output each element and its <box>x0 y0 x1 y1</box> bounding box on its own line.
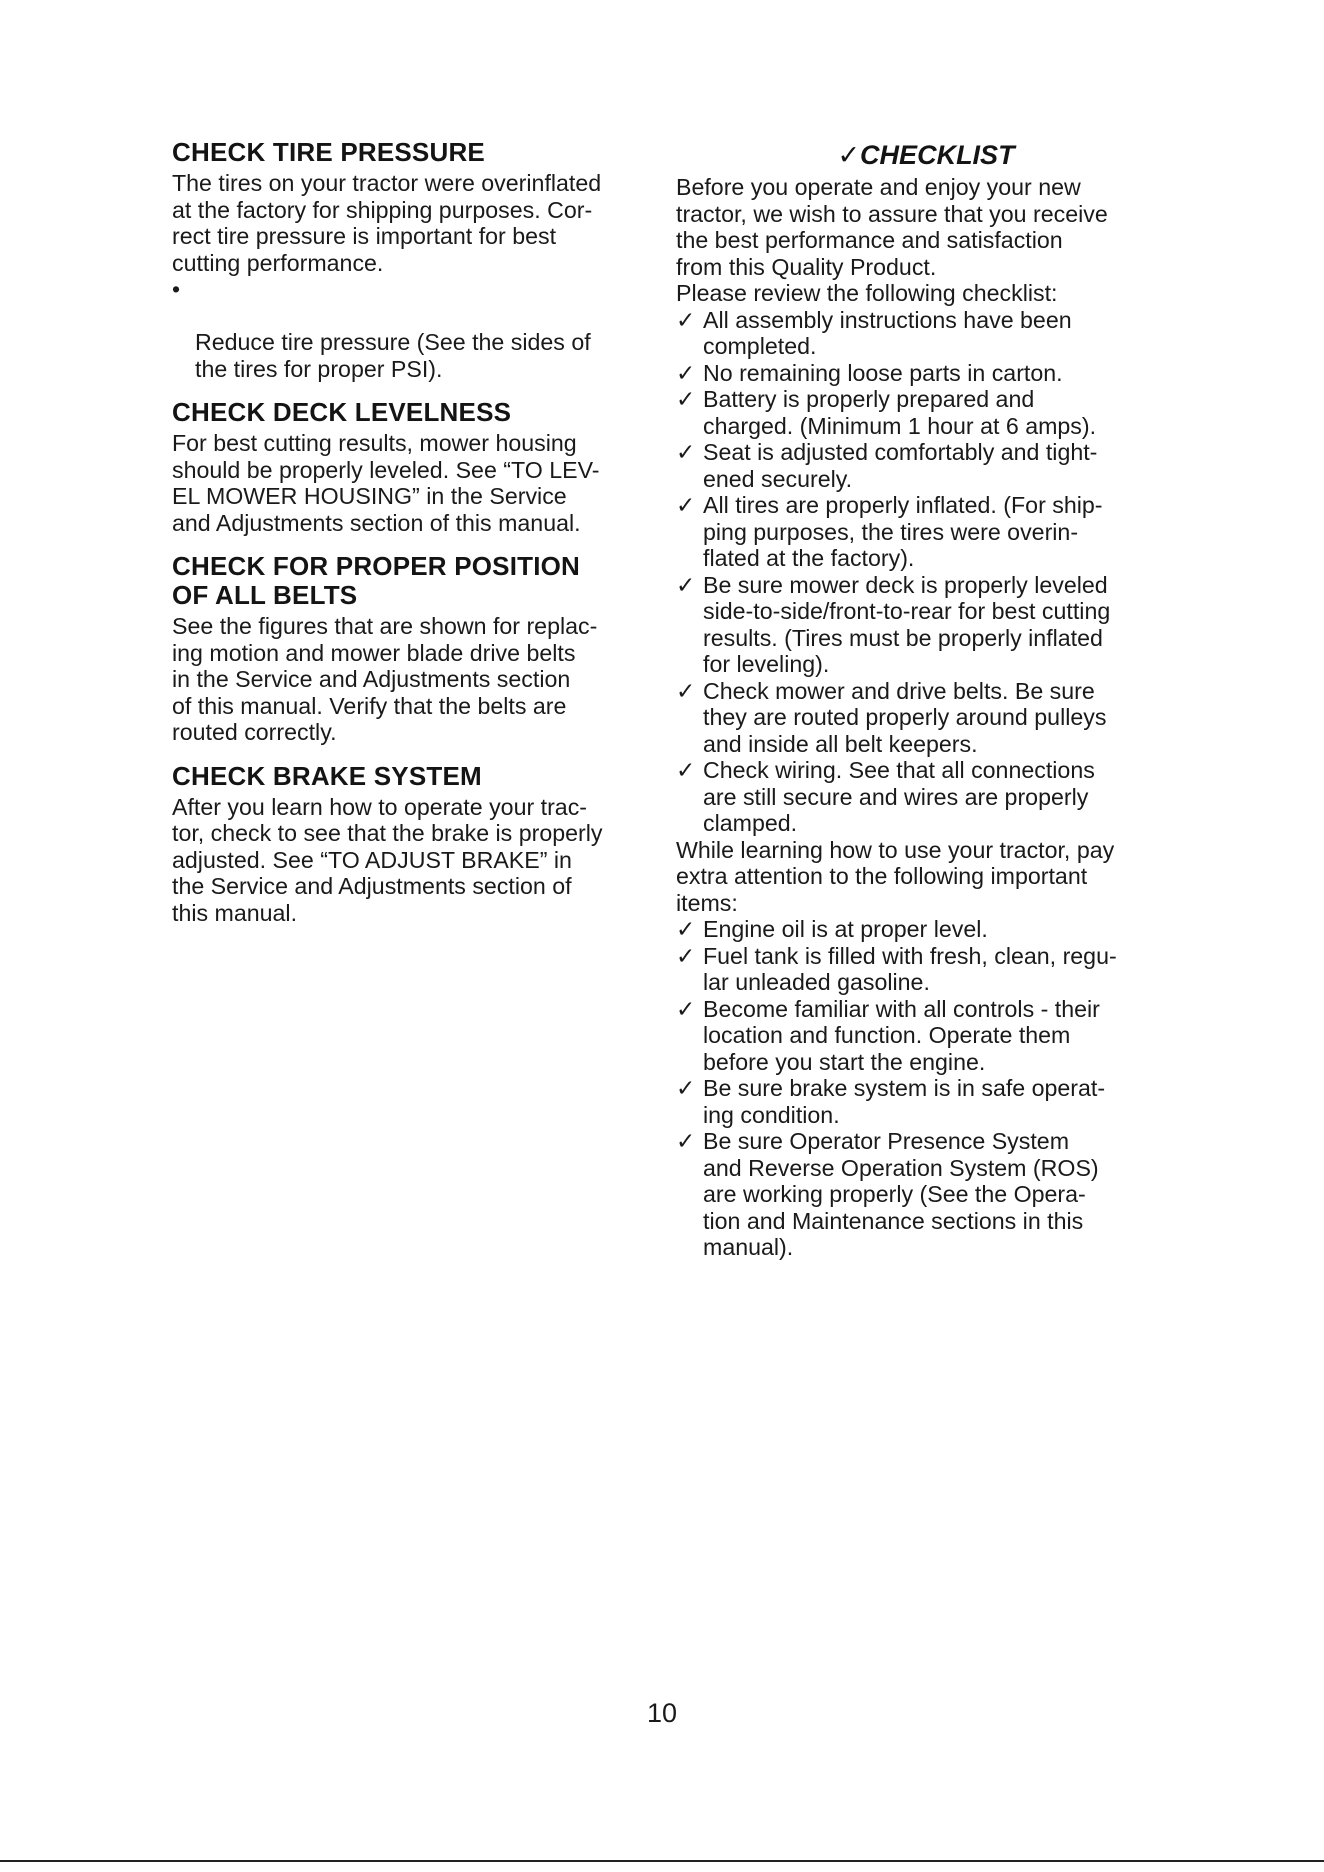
important-items <box>676 916 1176 1261</box>
checklist-item-text: Be sure mower deck is properly leveled side-to-side/front-to-rear for best cutting results. (Tires must be properly inflated for leveling). <box>703 571 1111 677</box>
checklist-item <box>676 678 1176 758</box>
checklist-items <box>676 307 1176 837</box>
checklist-item-text: All tires are properly inflated. (For ship- ping purposes, the tires were overin- flated at the factory). <box>703 492 1103 571</box>
bullet-dot: • <box>172 276 181 302</box>
brake-system-body: After you learn how to operate your trac- tor, check to see that the brake is properly adjusted. See “TO ADJUST BRAKE” in the Service and Adjustments section of this manual. <box>172 793 603 926</box>
checklist-item <box>676 996 1176 1076</box>
checklist-item-text: Check mower and drive belts. Be sure they are routed properly around pulleys and inside all belt keepers. <box>703 677 1107 757</box>
checkmark-icon: ✓ <box>676 386 696 412</box>
checkmark-icon: ✓ <box>676 677 696 704</box>
checklist-item-text: Check wiring. See that all connections are still secure and wires are properly clamped. <box>703 757 1095 836</box>
belts-position-body: See the figures that are shown for replac- ing motion and mower blade drive belts in the Service and Adjustments section of this manual. Verify that the belts are routed correctly. <box>172 613 598 745</box>
page-number: 10 <box>646 1698 678 1728</box>
checklist-item <box>676 943 1176 996</box>
checklist-title: ✓CHECKLIST <box>837 140 1015 170</box>
checklist-item-text: Be sure Operator Presence System and Reverse Operation System (ROS) are working properly (See the Opera- tion and Maintenance sections in this manual). <box>703 1128 1099 1260</box>
checklist-item-text: Be sure brake system is in safe operat- ing condition. <box>703 1075 1106 1128</box>
checklist-item-text: Seat is adjusted comfortably and tight- ened securely. <box>703 439 1098 492</box>
checkmark-icon: ✓ <box>676 359 696 386</box>
checkmark-icon: ✓ <box>676 995 696 1022</box>
checklist-item <box>676 1075 1176 1128</box>
checkmark-icon: ✓ <box>676 916 696 942</box>
checkmark-icon: ✓ <box>676 1075 696 1101</box>
checkmark-icon: ✓ <box>676 492 696 518</box>
checkmark-icon: ✓ <box>676 571 696 598</box>
tire-pressure-heading: CHECK TIRE PRESSURE <box>172 137 485 167</box>
deck-levelness-body: For best cutting results, mower housing should be properly leveled. See “TO LEV- EL MOWER HOUSING” in the Service and Adjustments section of this manual. <box>172 430 600 536</box>
checklist-item <box>676 916 1176 943</box>
checklist-item <box>676 386 1176 439</box>
deck-levelness-heading: CHECK DECK LEVELNESS <box>172 397 512 427</box>
checkmark-icon: ✓ <box>676 439 696 465</box>
checklist-item-text: All assembly instructions have been completed. <box>703 306 1072 359</box>
checklist-item <box>676 439 1176 492</box>
checklist-item <box>676 360 1176 387</box>
brake-system-heading: CHECK BRAKE SYSTEM <box>172 760 482 791</box>
checklist-item-text: Become familiar with all controls - their location and function. Operate them before you start the engine. <box>703 995 1100 1075</box>
checklist-intro: Before you operate and enjoy your new tractor, we wish to assure that you receive the best performance and satisfaction from this Quality Product. Please review the following checklist: <box>676 174 1108 306</box>
right-column <box>676 138 1176 1261</box>
checklist-item <box>676 492 1176 572</box>
checkmark-icon: ✓ <box>676 942 696 969</box>
tire-pressure-bullet-text: Reduce tire pressure (See the sides of the tires for proper PSI). <box>195 329 591 382</box>
checklist-item <box>676 307 1176 360</box>
checklist-item <box>676 572 1176 678</box>
tire-pressure-body: The tires on your tractor were overinflated at the factory for shipping purposes. Cor- rect tire pressure is important for best cutting performance. <box>172 170 602 276</box>
bottom-rule <box>0 1860 1324 1862</box>
checklist-item-text: No remaining loose parts in carton. <box>703 359 1063 386</box>
checklist-middle-text: While learning how to use your tractor, pay extra attention to the following important items: <box>676 836 1115 916</box>
belts-position-heading: CHECK FOR PROPER POSITION OF ALL BELTS <box>172 551 581 610</box>
left-column <box>172 138 652 926</box>
checkmark-icon: ✓ <box>676 306 696 333</box>
checklist-item-text: Fuel tank is filled with fresh, clean, regu- lar unleaded gasoline. <box>703 942 1117 995</box>
tire-pressure-bullet <box>172 276 652 382</box>
checklist-item <box>676 757 1176 837</box>
checklist-item-text: Battery is properly prepared and charged. (Minimum 1 hour at 6 amps). <box>703 386 1097 439</box>
checkmark-icon: ✓ <box>676 1128 696 1154</box>
checkmark-icon: ✓ <box>676 757 696 783</box>
checklist-item-text: Engine oil is at proper level. <box>703 916 988 942</box>
checklist-item <box>676 1128 1176 1261</box>
